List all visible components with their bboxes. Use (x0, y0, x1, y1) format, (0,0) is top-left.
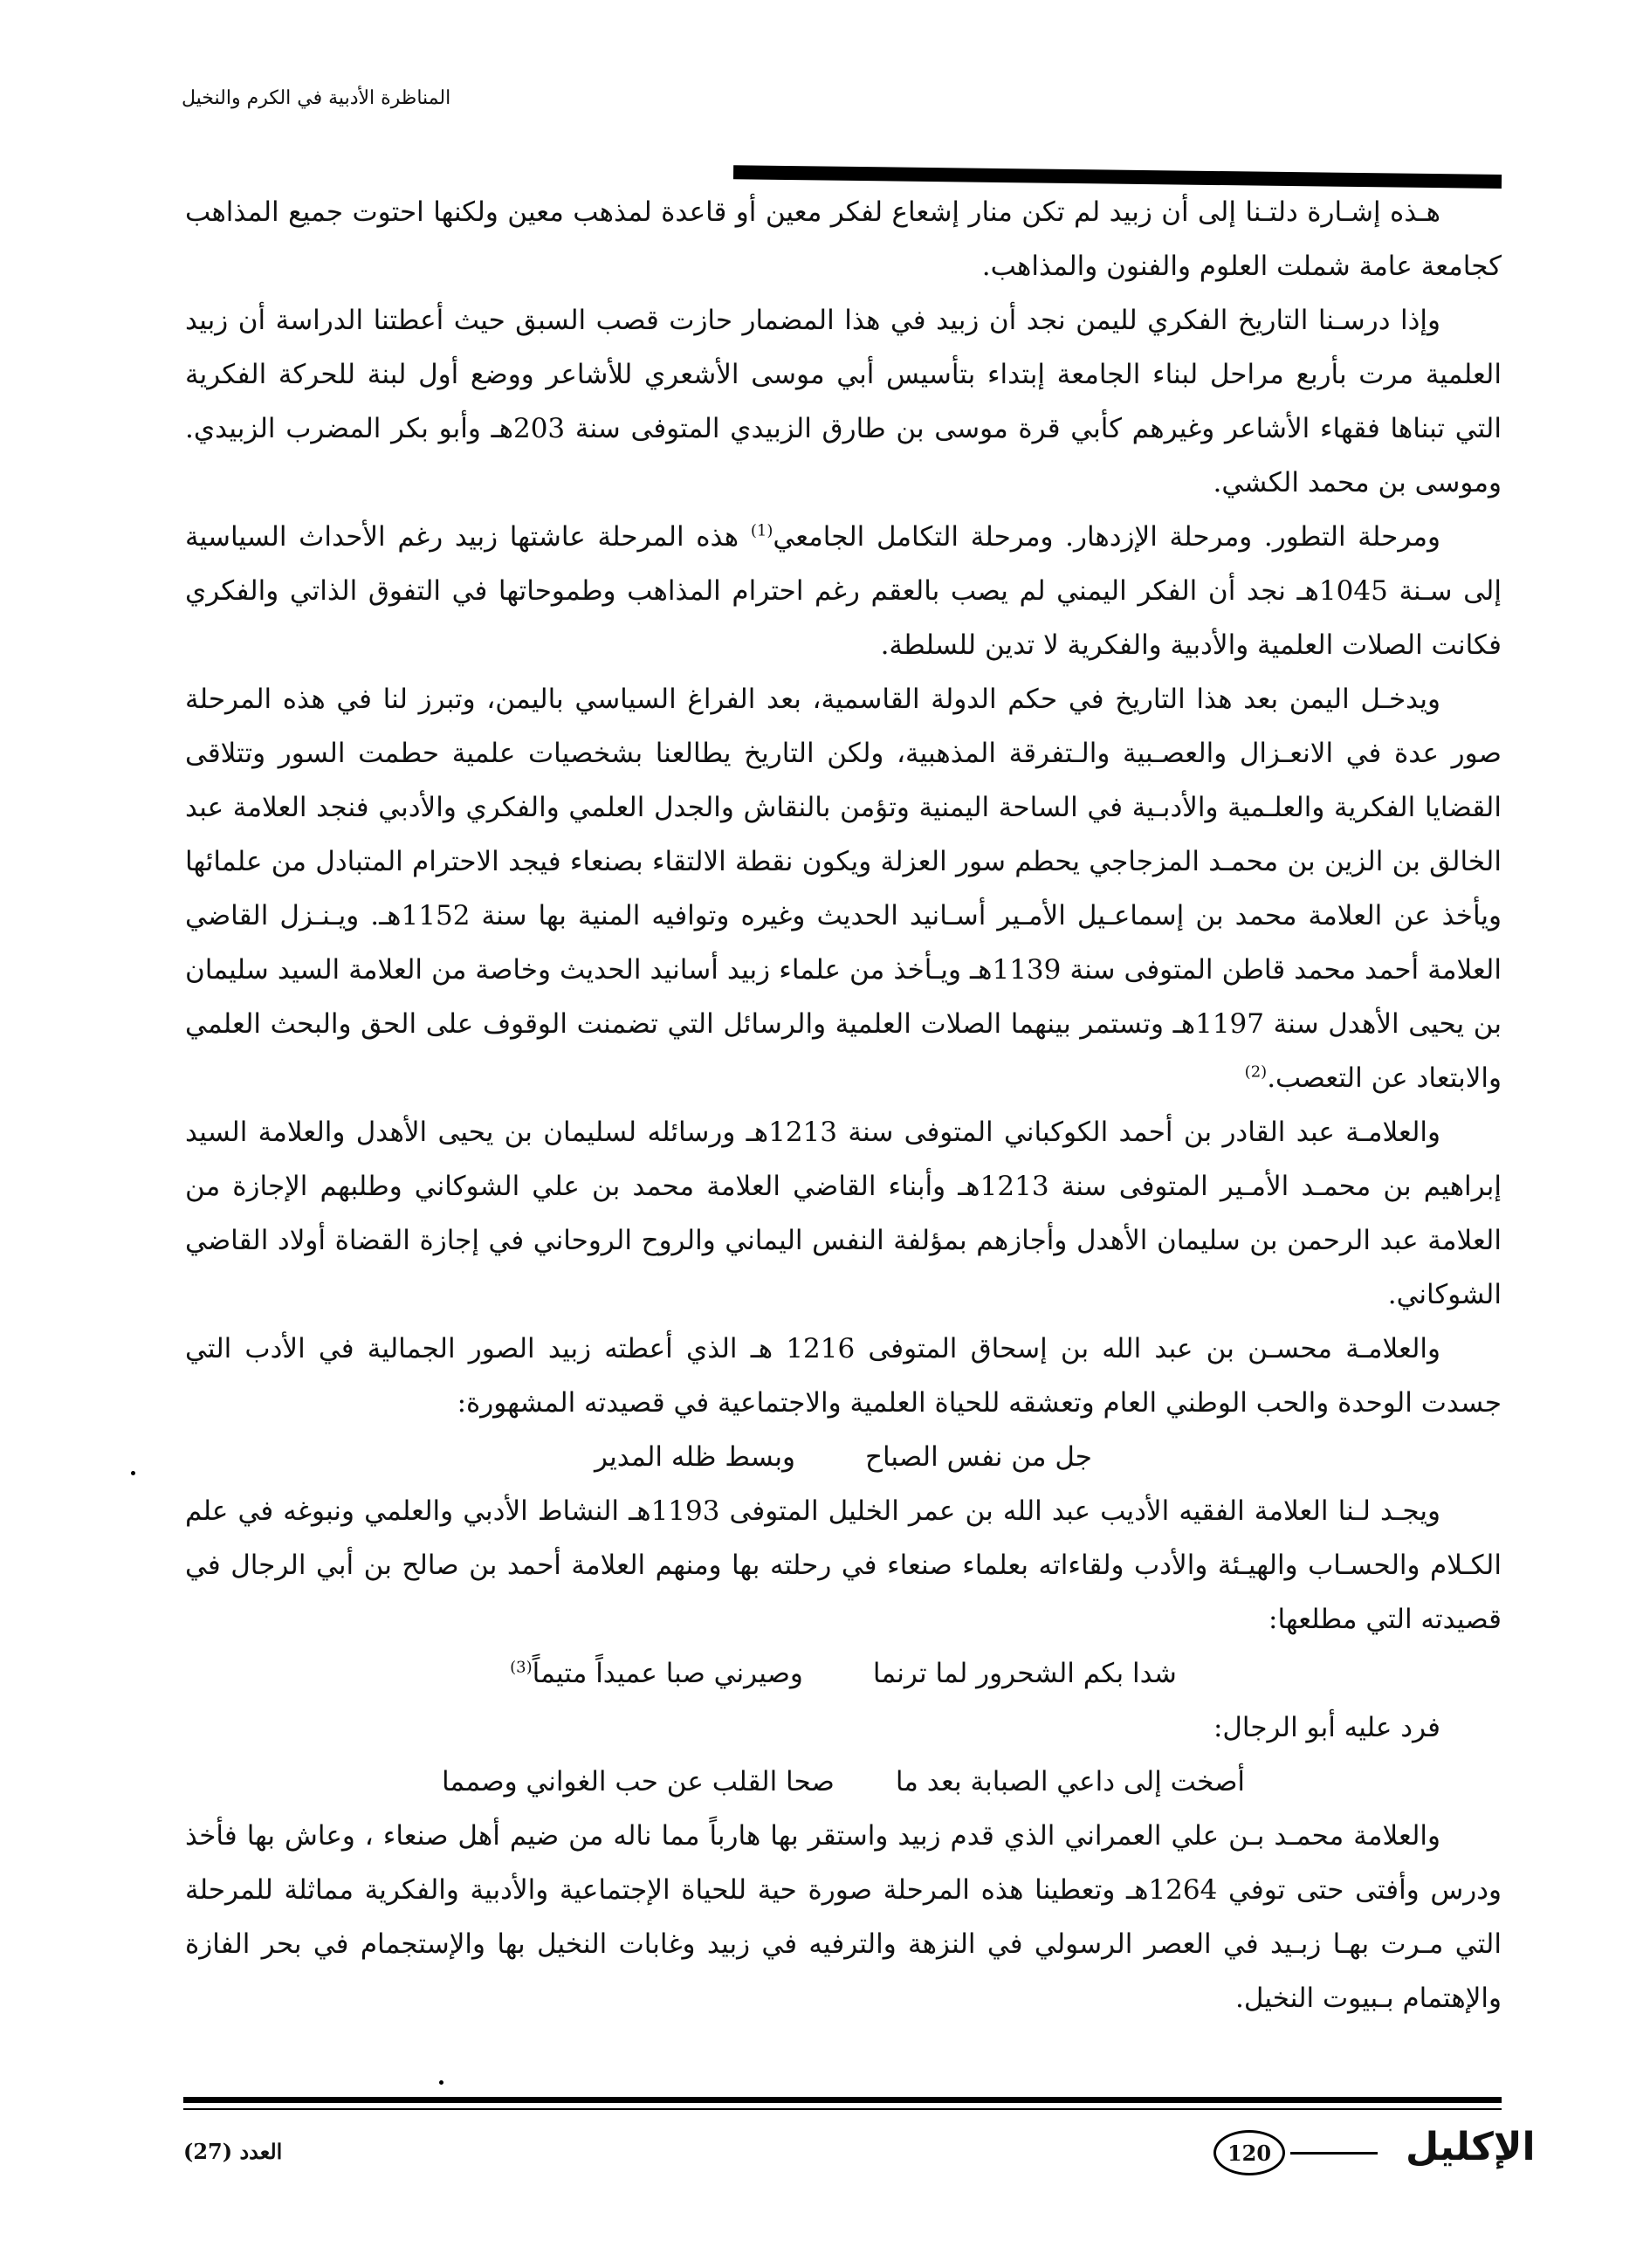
paragraph-1: هـذه إشـارة دلتـنا إلى أن زبيد لم تكن منار إشعاع لفكر معين أو قاعدة لمذهب معين ولكنها احتوت جميع المذاهب كجامعة عامة شملت العلوم والفنون والمذاهب. (185, 196, 1502, 282)
page-footer (0, 2121, 1650, 2191)
page-number-group (1213, 2130, 1378, 2175)
verse-1-first-hemistich: جل من نفس الصباح (864, 1441, 1092, 1473)
page-number: 120 (1213, 2130, 1285, 2175)
footnote-ref-3: (3) (510, 1658, 533, 1677)
article-body (185, 185, 1502, 2025)
paragraph-6: والعلامـة محسـن بن عبد الله بن إسحاق المتوفى 1216 هـ الذي أعطته زبيد الصور الجمالية في الأدب التي جسدت الوحدة والحب الوطني العام وتعشقه للحياة العلمية والاجتماعية في قصيدته المشهورة: (185, 1333, 1502, 1419)
verse-3-second-hemistich: صحا القلب عن حب الغواني وصمما (441, 1766, 835, 1797)
paragraph-5: والعلامـة عبد القادر بن أحمد الكوكباني المتوفى سنة 1213هـ ورسائله لسليمان بن يحيى الأهدل والعلامة السيد إبراهيم بن محمـد الأمـير المتوفى سنة 1213هـ وأبناء القاضي العلامة محمد بن علي الشوكاني وطلبهم الإجازة من العلامة عبد الرحمن بن سليمان الأهدل وأجازهم بمؤلفة النفس اليماني والروح الروحاني في إجازة القضاة أولاد القاضي الشوكاني. (185, 1117, 1502, 1310)
page-number-line (1290, 2152, 1378, 2155)
journal-logo: الإكليل (1406, 2125, 1536, 2169)
paragraph-8: فرد عليه أبو الرجال: (1213, 1712, 1440, 1743)
verse-2 (185, 1646, 1502, 1701)
stray-dot (131, 1471, 135, 1475)
verse-1 (185, 1430, 1502, 1484)
paragraph-4 (185, 672, 1502, 1105)
footnote-ref-2: (2) (1244, 1062, 1268, 1082)
footer-rule-thin (183, 2108, 1502, 2110)
paragraph-9: والعلامة محمـد بـن علي العمراني الذي قدم زبيد واستقر بها هارباً مما ناله من ضيم أهل صنعاء ، وعاش بها فأخذ ودرس وأفتى حتى توفي 1264هـ وتعطينا هذه المرحلة صورة حية للحياة الإجتماعية والأدبية والفكرية مماثلة للمرحلة التي مـرت بهـا زبـيد في العصر الرسولي في النزهة والترفيه في زبيد وغابات النخيل بها والإستجمام في بحر الفازة والإهتمام بـبيوت النخيل. (185, 1820, 1502, 2014)
verse-3 (185, 1755, 1502, 1809)
verse-2-first-hemistich: شدا بكم الشحرور لما ترنما (872, 1658, 1177, 1689)
paragraph-4-text: ويدخـل اليمن بعد هذا التاريخ في حكم الدولة القاسمية، بعد الفراغ السياسي باليمن، وتبرز لنا في هذه المرحلة صور عدة في الانعـزال والعصـبية والـتفرقة المذهبية، ولكن التاريخ يطالعنا بشخصيات علمية حطمت السور وتتلاقى القضايا الفكرية والعلـمية والأدبـية في الساحة اليمنية وتؤمن بالنقاش والجدل العلمي والفكري والأدبي فنجد العلامة عبد الخالق بن الزين بن محمـد المزجاجي يحطم سور العزلة ويكون نقطة الالتقاء بصنعاء فيجد الاحترام المتبادل من علمائها ويأخذ عن العلامة محمد بن إسماعـيل الأمـير أسـانيد الحديث وغيره وتوافيه المنية بها سنة 1152هـ. ويـنـزل القاضي العلامة أحمد محمد قاطن المتوفى سنة 1139هـ ويـأخذ من علماء زبيد أسانيد الحديث وخاصة من العلامة السيد سليمان بن يحيى الأهدل سنة 1197هـ وتستمر بينهما الصلات العلمية والرسائل التي تضمنت الوقوف على الحق والبحث العلمي والابتعاد عن التعصب. (185, 684, 1502, 1094)
paragraph-3-part-a: ومرحلة التطور. ومرحلة الإزدهار. ومرحلة التكامل الجامعي (773, 521, 1440, 553)
paragraph-3 (185, 510, 1502, 672)
stray-dot (439, 2080, 443, 2085)
paragraph-3-part-b: هذه المرحلة عاشتها زبيد رغم الأحداث السياسية إلى سـنة 1045هـ نجد أن الفكر اليمني لم يصب بالعقم رغم احترام المذاهب وطموحاتها في التفوق الذاتي والفكري فكانت الصلات العلمية والأدبية والفكرية لا تدين للسلطة. (185, 521, 1502, 661)
paragraph-7: ويجـد لـنا العلامة الفقيه الأديب عبد الله بن عمر الخليل المتوفى 1193هـ النشاط الأدبي والعلمي ونبوغه في علم الكـلام والحسـاب والهيـئة والأدب ولقاءاته بعلماء صنعاء في رحلته بها ومنهم العلامة أحمد بن صالح بن أبي الرجال في قصيدته التي مطلعها: (185, 1495, 1502, 1635)
verse-1-second-hemistich: وبسط ظله المدير (595, 1441, 795, 1473)
footer-rule-thick (183, 2097, 1502, 2103)
footnote-ref-1: (1) (750, 521, 773, 540)
issue-number: العدد (27) (183, 2139, 283, 2164)
verse-3-first-hemistich: أصخت إلى داعي الصبابة بعد ما (895, 1766, 1246, 1797)
verse-2-second-hemistich (510, 1646, 803, 1701)
paragraph-2: وإذا درسـنا التاريخ الفكري لليمن نجد أن زبيد في هذا المضمار حازت قصب السبق حيث أعطتنا الدراسة أن زبيد العلمية مرت بأربع مراحل لبناء الجامعة إبتداء بتأسيس أبي موسى الأشعري للأشاعر ووضع أول لبنة للحركة الفكرية التي تبناها فقهاء الأشاعر وغيرهم كأبي قرة موسى بن طارق الزبيدي المتوفى سنة 203هـ وأبو بكر المضرب الزبيدي. وموسى بن محمد الكشي. (185, 305, 1502, 498)
running-title: المناظرة الأدبية في الكرم والنخيل (182, 87, 451, 109)
verse-2-second-text: وصيرني صبا عميداً متيماً (532, 1658, 803, 1689)
